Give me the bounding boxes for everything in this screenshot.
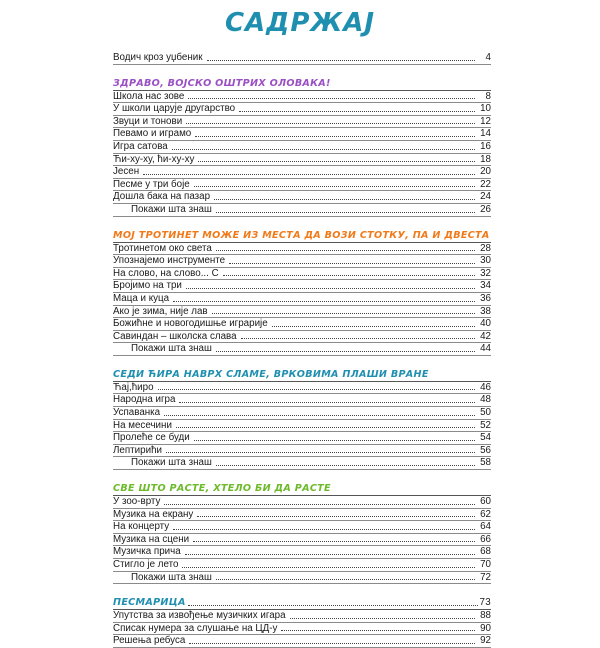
section-heading: СЕДИ ЋИРА НАВРХ СЛАМЕ, ВРКОВИМА ПЛАШИ ВРАНЕ [113,368,491,382]
entry-page: 68 [480,546,491,558]
toc-entry [113,116,491,129]
toc-entry [113,546,491,559]
entry-page: 36 [480,292,491,304]
toc-entry [113,268,491,281]
dot-leader [143,174,475,175]
toc-entry [113,343,491,356]
entry-page: 22 [480,178,491,190]
dot-leader [186,123,475,124]
toc-entry [113,318,491,331]
toc-entry [113,420,491,433]
entry-page: 92 [480,635,491,647]
toc-entry [113,521,491,534]
dot-leader [179,402,475,403]
entry-label: Песме у три боје [113,178,190,190]
entry-page: 90 [480,622,491,634]
entry-page: 16 [480,140,491,152]
dot-leader [164,415,475,416]
dot-leader [182,567,475,568]
toc-entry [113,445,491,458]
table-of-contents [113,52,491,648]
entry-page: 10 [480,103,491,115]
entry-page: 58 [480,457,491,469]
section-entries [113,382,491,470]
entry-page: 56 [480,444,491,456]
dot-leader [197,516,475,517]
dot-leader [185,554,475,555]
entry-label: На слово, на слово... С [113,267,219,279]
entry-label: Савиндан – школска слава [113,330,237,342]
entry-label: Божићне и новогодишње играрије [113,318,268,330]
entry-label: Упутства за извођење музичких игара [113,610,286,622]
entry-page: 44 [480,343,491,355]
toc-entry [113,394,491,407]
entry-page: 40 [480,318,491,330]
dot-leader [166,452,475,453]
dot-leader [290,618,475,619]
entry-label: Списак нумера за слушање на ЦД-у [113,622,278,634]
dot-leader [195,136,475,137]
entry-label: Успаванка [113,407,161,419]
entry-page: 34 [480,280,491,292]
dot-leader [173,301,475,302]
entry-page: 8 [485,90,491,102]
toc-entry [113,623,491,636]
dot-leader [194,440,475,441]
dot-leader [176,427,475,428]
toc-entry [113,457,491,470]
dot-leader [272,326,475,327]
entry-label: Покажи шта знаш [131,457,212,469]
dot-leader [186,288,475,289]
entry-page: 50 [480,407,491,419]
toc-entry [113,432,491,445]
toc-entry [113,293,491,306]
entry-page: 66 [480,533,491,545]
entry-page: 18 [480,153,491,165]
section-entries [113,91,491,217]
entry-label: Школа нас зове [113,90,185,102]
toc-entry [113,204,491,217]
toc-entry [113,496,491,509]
entry-page: 88 [480,610,491,622]
dot-leader [173,529,475,530]
entry-label: Решења ребуса [113,635,186,647]
toc-entry [113,103,491,116]
entry-page: 20 [480,166,491,178]
toc-entry [113,91,491,104]
dot-leader [188,605,478,606]
page-title: САДРЖАЈ [224,8,376,38]
toc-entry [113,610,491,623]
entry-page: 70 [480,559,491,570]
toc-entry [113,559,491,572]
toc-entry [113,306,491,319]
entry-label: Ћи-ху-ху, ћи-ху-ху [113,153,195,165]
dot-leader [229,263,475,264]
entry-label: Покажи шта знаш [131,343,212,355]
dot-leader [216,250,475,251]
entry-page: 52 [480,419,491,431]
dot-leader [193,541,475,542]
entry-label: У школи царује другарство [113,103,236,115]
dot-leader [239,111,475,112]
entry-page: 72 [480,571,491,583]
toc-entry [113,509,491,522]
entry-page: 46 [480,381,491,393]
toc-entry [113,255,491,268]
entry-label: Музика на сцени [113,533,190,545]
toc-entry [113,407,491,420]
entry-page: 54 [480,432,491,444]
entry-label: Лептирићи [113,444,162,456]
dot-leader [189,643,475,644]
toc-entry [113,141,491,154]
entry-page: 64 [480,521,491,533]
toc-entry [113,280,491,293]
dot-leader [216,351,475,352]
toc-entry [113,191,491,204]
dot-leader [241,338,475,339]
dot-leader [194,186,475,187]
dot-leader [207,60,476,61]
entry-label: На месечини [113,419,172,431]
toc-entry [113,534,491,547]
dot-leader [281,630,475,631]
entry-page: 14 [480,128,491,140]
entry-label: Ако је зима, није лав [113,305,208,317]
dot-leader [188,98,475,99]
toc-entry [113,572,491,585]
entry-page: 42 [480,330,491,342]
entry-label: Игра сатова [113,140,168,152]
entry-label: На концерту [113,521,170,533]
section-entries [113,496,491,584]
section-5 [113,596,491,648]
entry-label: Тротинетом око света [113,242,212,254]
toc-entry [113,166,491,179]
dot-leader [216,579,475,580]
entry-label: Пролеће се буди [113,432,190,444]
entry-label: Музика на екрану [113,508,194,520]
entry-label: Покажи шта знаш [131,571,212,583]
entry-page: 60 [480,496,491,508]
section-4 [113,482,491,584]
entry-label: Бројимо на три [113,280,182,292]
section-heading: ПЕСМАРИЦА [113,597,186,609]
entry-label: Певамо и играмо [113,128,192,140]
entry-label: У зоо-врту [113,496,161,508]
section-entries [113,610,491,648]
entry-label: Покажи шта знаш [131,203,212,215]
entry-page: 73 [479,597,491,609]
entry-label: Дошла бака на пазар [113,191,211,203]
section-heading: ЗДРАВО, ВОЈСКО ОШТРИХ ОЛОВАКА! [113,77,491,91]
section-heading: СВЕ ШТО РАСТЕ, ХТЕЛО БИ ДА РАСТЕ [113,482,491,496]
dot-leader [164,504,475,505]
entry-page: 38 [480,305,491,317]
dot-leader [172,149,475,150]
entry-page: 48 [480,394,491,406]
entry-page: 30 [480,255,491,267]
entry-label: Маца и куца [113,292,170,304]
entry-page: 62 [480,508,491,520]
toc-entry [113,243,491,256]
entry-page: 24 [480,191,491,203]
dot-leader [223,275,475,276]
section-2 [113,229,491,356]
entry-label: Стигло је лето [113,559,179,570]
section-entries [113,243,491,356]
entry-page: 4 [485,52,491,63]
toc-entry [113,179,491,192]
section-1 [113,77,491,217]
section-heading-row [113,596,491,610]
entry-label: Ћај,ћиро [113,381,154,393]
entry-page: 12 [480,115,491,127]
toc-entry [113,128,491,141]
entry-label: Народна игра [113,394,176,406]
entry-page: 28 [480,242,491,254]
dot-leader [216,212,475,213]
dot-leader [216,465,475,466]
dot-leader [198,161,475,162]
toc-entry-intro [113,52,491,65]
dot-leader [212,313,475,314]
section-heading: МОЈ ТРОТИНЕТ МОЖЕ ИЗ МЕСТА ДА ВОЗИ СТОТКУ, ПА И ДВЕСТА [113,229,490,241]
entry-label: Водич кроз уџбеник [113,52,203,63]
toc-entry [113,331,491,344]
entry-label: Звуци и тонови [113,115,183,127]
entry-page: 26 [480,203,491,215]
toc-entry [113,154,491,167]
entry-page: 32 [480,267,491,279]
entry-label: Јесен [113,166,140,178]
section-3 [113,368,491,470]
entry-label: Упознајемо инструменте [113,255,226,267]
toc-entry [113,382,491,395]
entry-label: Музичка прича [113,546,181,558]
toc-entry [113,635,491,648]
dot-leader [158,389,475,390]
dot-leader [214,199,475,200]
